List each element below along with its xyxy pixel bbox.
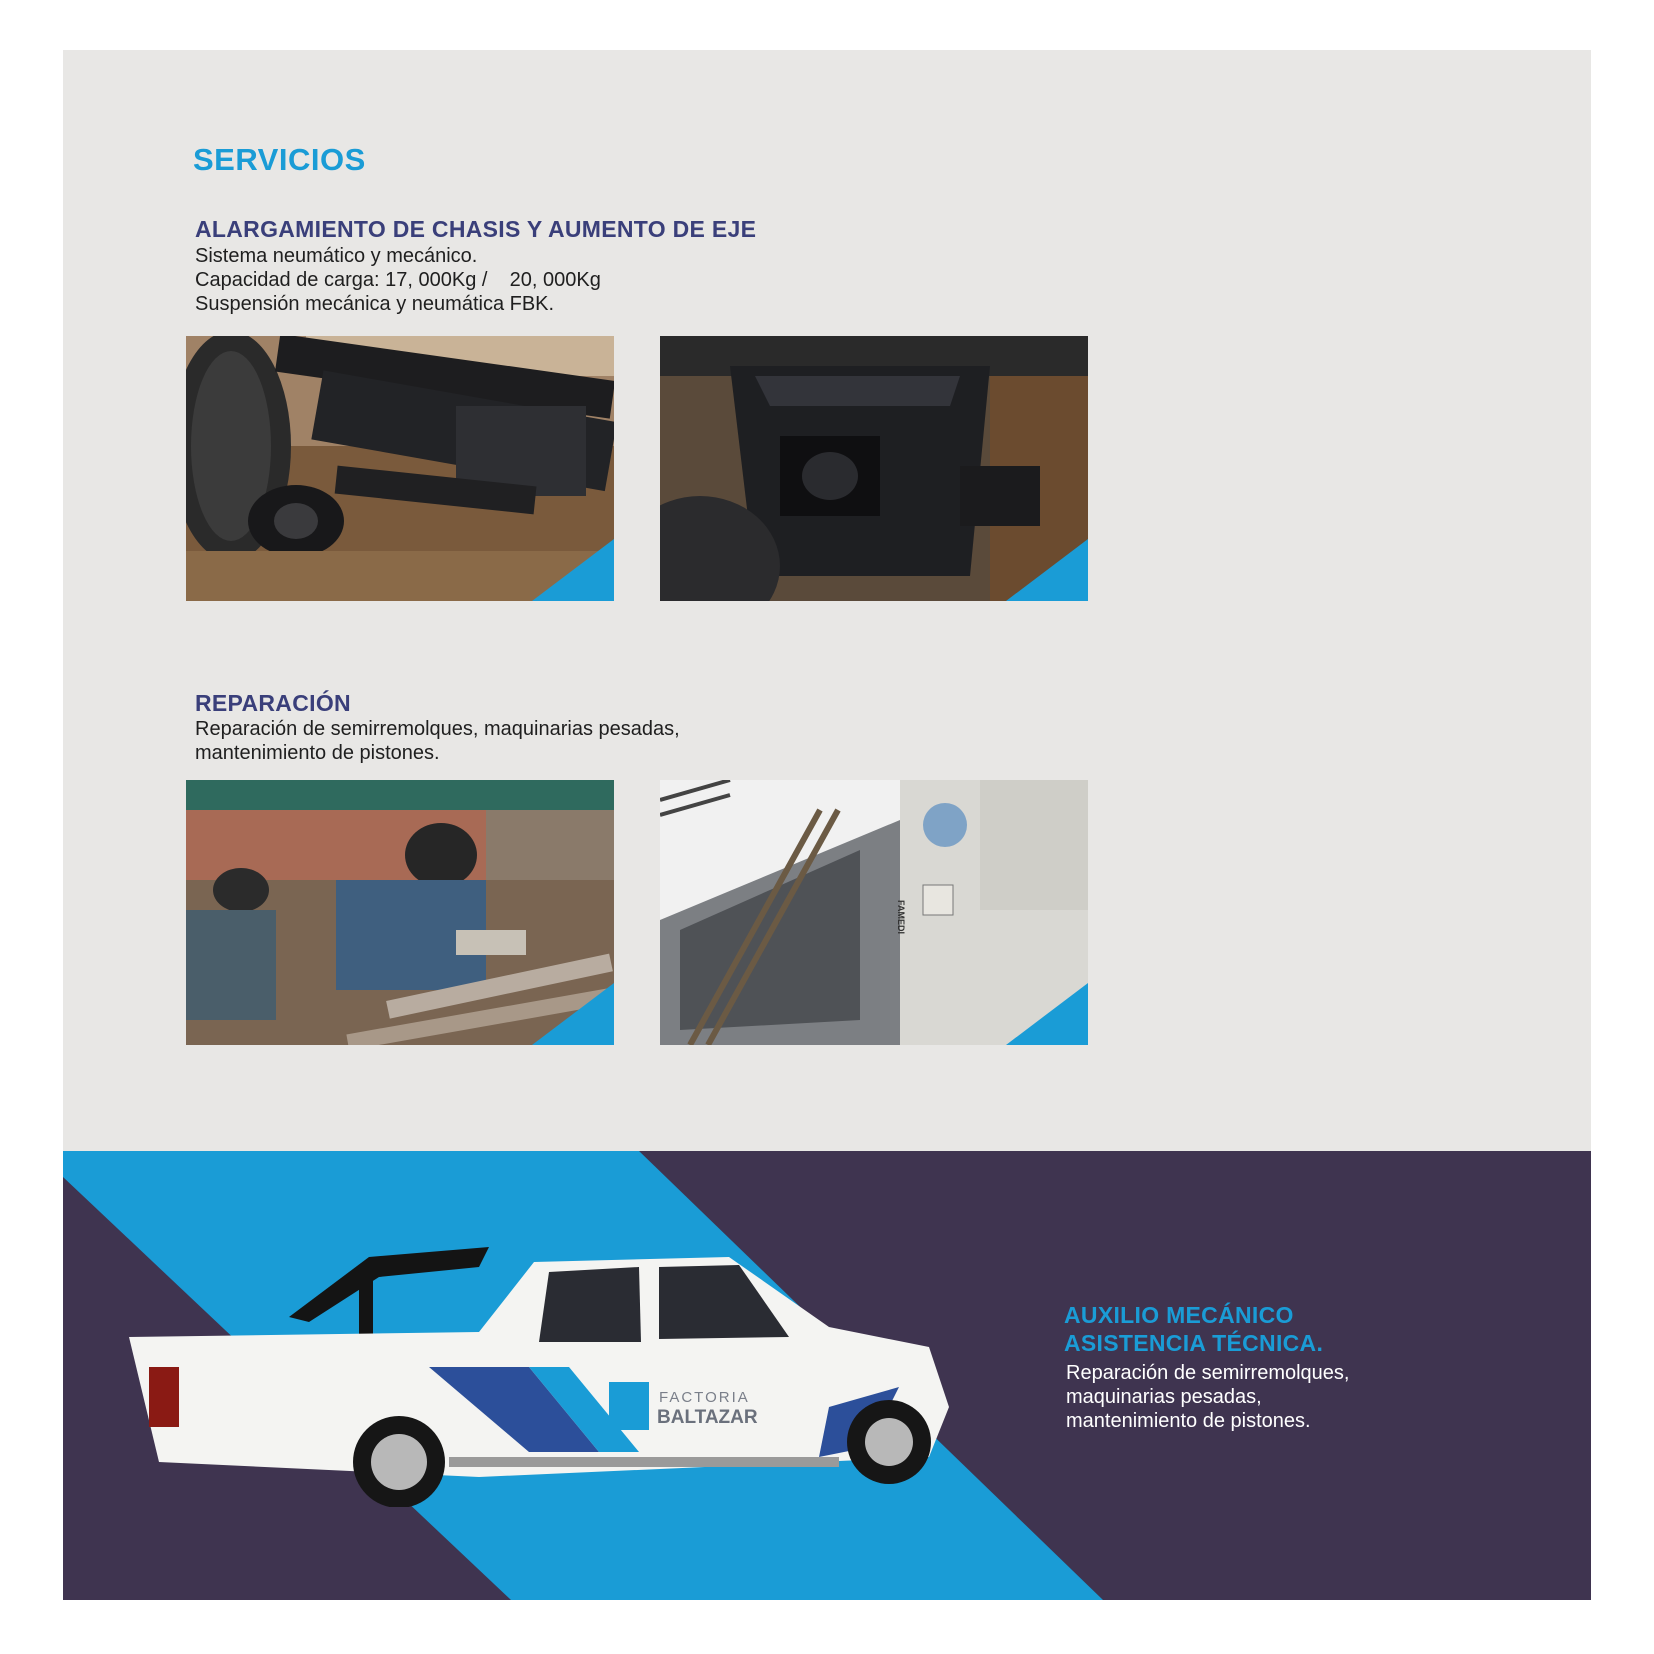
- corner-fold-accent: [532, 983, 614, 1045]
- text-line: maquinarias pesadas,: [1066, 1386, 1262, 1408]
- text-line: Capacidad de carga: 17, 000Kg / 20, 000Kg: [195, 269, 601, 291]
- pickup-truck-image: [129, 1207, 999, 1507]
- text-line: Reparación de semirremolques, maquinarias pesadas,: [195, 718, 680, 740]
- page-title: SERVICIOS: [193, 142, 366, 177]
- auxilio-heading-line: AUXILIO MECÁNICO: [1064, 1302, 1294, 1328]
- auxilio-band: [63, 1151, 1591, 1600]
- corner-fold-accent: [1006, 539, 1088, 601]
- section-heading-reparacion: REPARACIÓN: [195, 690, 351, 716]
- section-text-reparacion: [195, 717, 680, 765]
- corner-fold-accent: [532, 539, 614, 601]
- photo-suspension-bracket: [660, 336, 1088, 601]
- text-line: Reparación de semirremolques,: [1066, 1362, 1350, 1384]
- truck-logo-bottom: BALTAZAR: [657, 1407, 758, 1428]
- text-line: mantenimiento de pistones.: [195, 742, 440, 764]
- text-line: Sistema neumático y mecánico.: [195, 245, 478, 267]
- truck-logo-top: FACTORIA: [659, 1389, 750, 1406]
- auxilio-heading-line: ASISTENCIA TÉCNICA.: [1064, 1330, 1324, 1356]
- auxilio-heading: [1064, 1301, 1323, 1357]
- section-text-chasis: [195, 244, 601, 316]
- corner-fold-accent: [1006, 983, 1088, 1045]
- section-heading-chasis: ALARGAMIENTO DE CHASIS Y AUMENTO DE EJE: [195, 216, 757, 242]
- text-line: Suspensión mecánica y neumática FBK.: [195, 293, 555, 315]
- trailer-brand-label: FAMEDI: [896, 900, 906, 935]
- brochure-page: [63, 50, 1591, 1600]
- photo-welders: [186, 780, 614, 1045]
- photo-trailer-box: [660, 780, 1088, 1045]
- text-line: mantenimiento de pistones.: [1066, 1410, 1311, 1432]
- auxilio-text: [1066, 1361, 1349, 1433]
- photo-chassis-axle: [186, 336, 614, 601]
